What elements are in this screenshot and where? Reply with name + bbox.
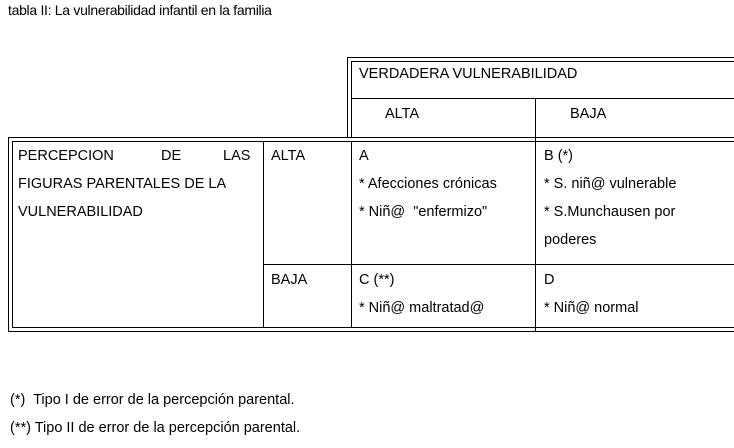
footnote: (*) Tipo I de error de la percepción parental. xyxy=(10,392,295,408)
table-caption: tabla II: La vulnerabilidad infantil en la familia xyxy=(8,2,272,18)
cell-line: * S.Munchausen por xyxy=(544,204,676,220)
cell-line: * Afecciones crónicas xyxy=(359,176,497,192)
cell-letter: D xyxy=(544,272,555,288)
cell-line: * S. niñ@ vulnerable xyxy=(544,176,677,192)
column-header-alta: ALTA xyxy=(385,106,420,122)
row-header-word: LAS xyxy=(223,148,251,164)
cell-line: * Niñ@ maltratad@ xyxy=(359,300,485,316)
row-label: ALTA xyxy=(271,148,306,164)
row-label: BAJA xyxy=(271,272,308,288)
row-header-line: FIGURAS PARENTALES DE LA xyxy=(18,176,227,192)
column-header-baja: BAJA xyxy=(570,106,607,122)
footnote: (**) Tipo II de error de la percepción parental. xyxy=(10,420,301,436)
cell-letter: C (**) xyxy=(359,272,395,288)
cell-line: * Niñ@ normal xyxy=(544,300,639,316)
cell-line: poderes xyxy=(544,232,597,248)
row-header-line: VULNERABILIDAD xyxy=(18,204,143,220)
row-header-word: PERCEPCION xyxy=(18,148,114,164)
row-header-word: DE xyxy=(161,148,182,164)
cell-letter: A xyxy=(359,148,369,164)
header-title: VERDADERA VULNERABILIDAD xyxy=(359,66,578,82)
cell-line: * Niñ@ "enfermizo" xyxy=(359,204,488,220)
cell-letter: B (*) xyxy=(544,148,573,164)
